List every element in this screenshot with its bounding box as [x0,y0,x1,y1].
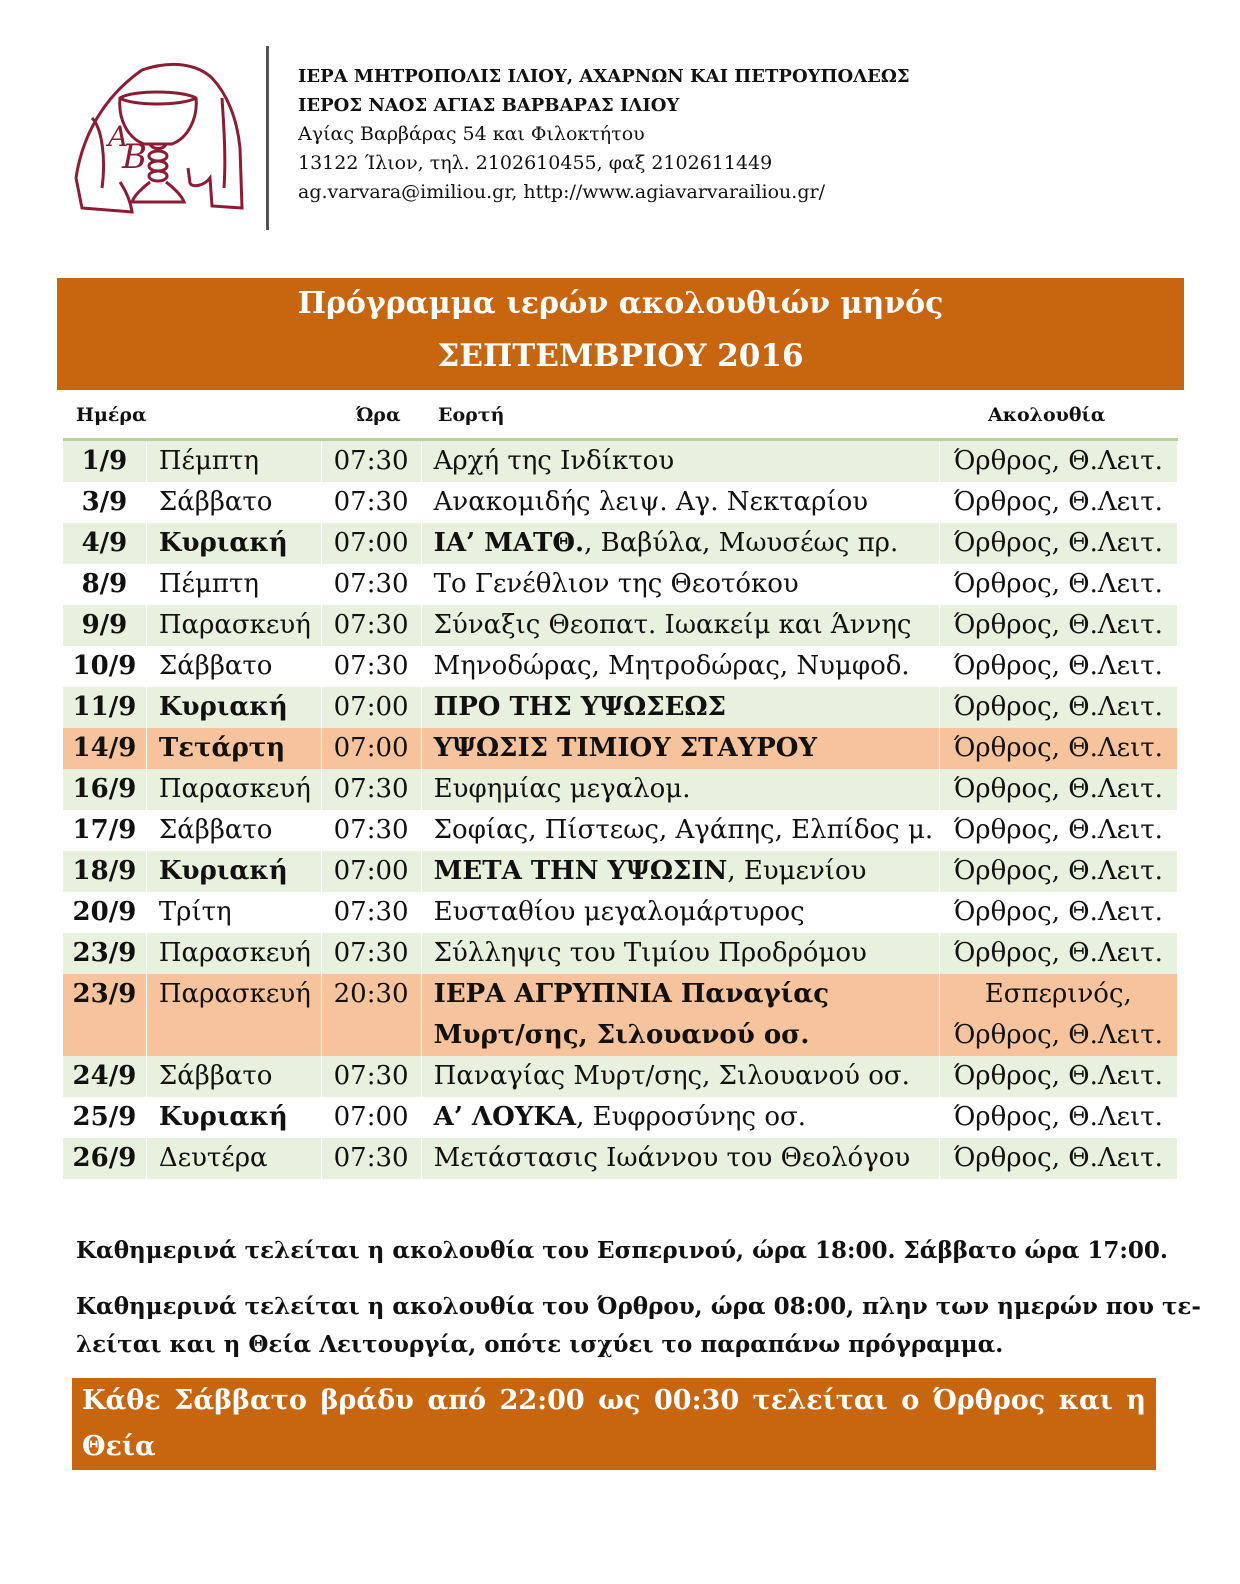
table-row [63,769,1178,810]
row-feast-text: Αρχή της Ινδίκτου [433,446,675,476]
row-feast [421,851,939,892]
row-weekday: Τετάρτη [146,728,321,769]
saturday-night-note-line1: Κάθε Σάββατο βράδυ από 22:00 ως 00:30 τελείται ο Όρθρος και η Θεία [82,1385,1146,1462]
row-date: 16/9 [63,769,146,810]
table-row [63,605,1178,646]
row-time: 07:30 [321,933,421,974]
church-header [298,62,910,207]
row-time: 07:30 [321,1056,421,1097]
row-date: 26/9 [63,1138,146,1179]
row-weekday: Σάββατο [146,646,321,687]
row-feast-bold-line2: Μυρτ/σης, Σιλουανού οσ. [433,1020,810,1050]
row-service: Όρθρος, Θ.Λειτ. [939,1056,1178,1097]
row-date: 17/9 [63,810,146,851]
row-service: Όρθρος, Θ.Λειτ. [939,564,1178,605]
row-time: 07:30 [321,482,421,523]
saturday-night-note-line2: Λειτουργία για όσους δεν μπορούν να εκκλησιαστούν την Κυριακή το πρωί. [82,1477,1146,1554]
matins-note-line2: λείται και η Θεία Λειτουργία, οπότε ισχύει το παραπάνω πρόγραμμα. [76,1331,1004,1358]
row-feast-text: , Ευμενίου [727,856,867,886]
row-time: 07:30 [321,646,421,687]
table-row [63,646,1178,687]
row-feast [421,769,939,810]
table-row [63,1138,1178,1179]
matins-note-line1: Καθημερινά τελείται η ακολουθία του Όρθρου, ώρα 08:00, πλην των ημερών που τε- [76,1293,1201,1320]
row-date: 20/9 [63,892,146,933]
row-date: 8/9 [63,564,146,605]
row-date: 25/9 [63,1097,146,1138]
row-feast-bold: ΠΡΟ ΤΗΣ ΥΨΩΣΕΩΣ [433,692,726,722]
metropolis-name: ΙΕΡΑ ΜΗΤΡΟΠΟΛΙΣ ΙΛΙΟΥ, ΑΧΑΡΝΩΝ ΚΑΙ ΠΕΤΡΟΥΠΟΛΕΩΣ [298,66,910,87]
row-feast-text: Ευφημίας μεγαλομ. [433,774,691,804]
church-contact[interactable]: ag.varvara@imiliou.gr, http://www.agiavarvarailiou.gr/ [298,181,825,203]
row-weekday: Παρασκευή [146,933,321,974]
row-feast-bold: ΙΑ’ ΜΑΤΘ. [433,528,585,558]
row-feast [421,564,939,605]
row-service-line2: Όρθρος, Θ.Λειτ. [953,1020,1163,1050]
row-service: Όρθρος, Θ.Λειτ. [939,892,1178,933]
table-row [63,933,1178,974]
header-divider [266,46,269,230]
row-service: Όρθρος, Θ.Λειτ. [939,605,1178,646]
col-header-service: Ακολουθία [988,404,1106,426]
table-row [63,1097,1178,1138]
row-time: 07:30 [321,605,421,646]
row-date: 23/9 [63,974,146,1056]
row-time: 07:00 [321,523,421,564]
row-weekday: Παρασκευή [146,974,321,1056]
table-row [63,482,1178,523]
row-feast-text: Ευσταθίου μεγαλομάρτυρος [433,897,805,927]
row-feast [421,810,939,851]
table-row [63,851,1178,892]
row-time: 07:30 [321,1138,421,1179]
row-feast-text: Μετάστασις Ιωάννου του Θεολόγου [433,1143,911,1173]
row-feast [421,933,939,974]
row-feast [421,728,939,769]
row-date: 9/9 [63,605,146,646]
row-time: 07:00 [321,728,421,769]
row-feast [421,1056,939,1097]
row-weekday: Σάββατο [146,1056,321,1097]
row-weekday: Κυριακή [146,523,321,564]
row-service: Όρθρος, Θ.Λειτ. [939,482,1178,523]
row-service: Όρθρος, Θ.Λειτ. [939,769,1178,810]
row-feast-bold: Α’ ΛΟΥΚΑ [433,1102,577,1132]
svg-text:Α: Α [108,120,129,153]
row-date: 1/9 [63,440,146,483]
row-service: Όρθρος, Θ.Λειτ. [939,851,1178,892]
row-weekday: Σάββατο [146,482,321,523]
row-time: 07:00 [321,1097,421,1138]
row-weekday: Τρίτη [146,892,321,933]
table-row [63,687,1178,728]
row-time: 07:30 [321,769,421,810]
row-date: 24/9 [63,1056,146,1097]
church-address: Αγίας Βαρβάρας 54 και Φιλοκτήτου [298,123,645,145]
row-feast [421,482,939,523]
table-row [63,892,1178,933]
row-feast [421,523,939,564]
table-row [63,1056,1178,1097]
row-feast [421,1138,939,1179]
row-time: 07:30 [321,440,421,483]
row-service [939,974,1178,1056]
row-weekday: Δευτέρα [146,1138,321,1179]
row-feast [421,646,939,687]
col-header-day: Ημέρα [76,404,147,426]
row-time: 07:30 [321,810,421,851]
row-weekday: Σάββατο [146,810,321,851]
row-service: Όρθρος, Θ.Λειτ. [939,728,1178,769]
row-date: 18/9 [63,851,146,892]
row-weekday: Κυριακή [146,851,321,892]
schedule-title: Πρόγραμμα ιερών ακολουθιών μηνός [297,286,944,321]
row-date: 10/9 [63,646,146,687]
row-time: 07:30 [321,564,421,605]
row-feast [421,440,939,483]
col-header-feast: Εορτή [438,404,505,426]
row-service-line1: Εσπερινός, [984,979,1132,1009]
row-service: Όρθρος, Θ.Λειτ. [939,933,1178,974]
row-feast-bold: ΥΨΩΣΙΣ ΤΙΜΙΟΥ ΣΤΑΥΡΟΥ [433,733,818,763]
row-time: 07:00 [321,851,421,892]
row-weekday: Παρασκευή [146,769,321,810]
schedule-banner [57,278,1184,390]
row-time: 07:30 [321,892,421,933]
row-date: 11/9 [63,687,146,728]
row-date: 3/9 [63,482,146,523]
row-service: Όρθρος, Θ.Λειτ. [939,810,1178,851]
row-feast [421,605,939,646]
row-service: Όρθρος, Θ.Λειτ. [939,687,1178,728]
row-feast-text: Παναγίας Μυρτ/σης, Σιλουανού οσ. [433,1061,910,1091]
row-service: Όρθρος, Θ.Λειτ. [939,523,1178,564]
church-name: ΙΕΡΟΣ ΝΑΟΣ ΑΓΙΑΣ ΒΑΡΒΑΡΑΣ ΙΛΙΟΥ [298,95,680,116]
row-feast [421,687,939,728]
row-service: Όρθρος, Θ.Λειτ. [939,1138,1178,1179]
table-row [63,564,1178,605]
table-row [63,523,1178,564]
svg-text:Β: Β [122,137,147,177]
schedule-table [63,438,1178,1179]
row-feast-text: Σοφίας, Πίστεως, Αγάπης, Ελπίδος μ. [433,815,934,845]
table-row [63,440,1178,483]
table-row-highlight [63,728,1178,769]
row-weekday: Πέμπτη [146,440,321,483]
col-header-time: Ώρα [356,404,401,426]
row-feast [421,1097,939,1138]
row-feast-bold: ΜΕΤΑ ΤΗΝ ΥΨΩΣΙΝ [433,856,728,886]
row-feast [421,974,939,1056]
row-date: 14/9 [63,728,146,769]
row-feast-text: Το Γενέθλιον της Θεοτόκου [433,569,799,599]
row-weekday: Κυριακή [146,1097,321,1138]
church-logo-chalice-icon [72,58,244,218]
saturday-night-note [72,1378,1156,1554]
table-row-highlight [63,974,1178,1056]
row-service: Όρθρος, Θ.Λειτ. [939,646,1178,687]
church-phone: 13122 Ίλιον, τηλ. 2102610455, φαξ 2102611449 [298,152,773,174]
row-feast-text: Σύλληψις του Τιμίου Προδρόμου [433,938,867,968]
row-date: 4/9 [63,523,146,564]
row-feast-bold: ΙΕΡΑ ΑΓΡΥΠΝΙΑ Παναγίας [433,979,830,1009]
row-date: 23/9 [63,933,146,974]
row-time: 20:30 [321,974,421,1056]
vespers-note: Καθημερινά τελείται η ακολουθία του Εσπερινού, ώρα 18:00. Σάββατο ώρα 17:00. [76,1237,1168,1264]
row-weekday: Κυριακή [146,687,321,728]
row-weekday: Πέμπτη [146,564,321,605]
schedule-month: ΣΕΠΤΕΜΒΡΙΟΥ 2016 [437,338,804,374]
row-feast-text: , Βαβύλα, Μωυσέως πρ. [584,528,899,558]
row-feast-text: Ανακομιδής λειψ. Αγ. Νεκταρίου [433,487,869,517]
row-feast-text: Μηνοδώρας, Μητροδώρας, Νυμφοδ. [433,651,910,681]
row-feast-text: Σύναξις Θεοπατ. Ιωακείμ και Άννης [433,610,912,640]
row-service: Όρθρος, Θ.Λειτ. [939,440,1178,483]
row-service: Όρθρος, Θ.Λειτ. [939,1097,1178,1138]
row-time: 07:00 [321,687,421,728]
row-weekday: Παρασκευή [146,605,321,646]
row-feast [421,892,939,933]
row-feast-text: , Ευφροσύνης οσ. [576,1102,806,1132]
table-row [63,810,1178,851]
